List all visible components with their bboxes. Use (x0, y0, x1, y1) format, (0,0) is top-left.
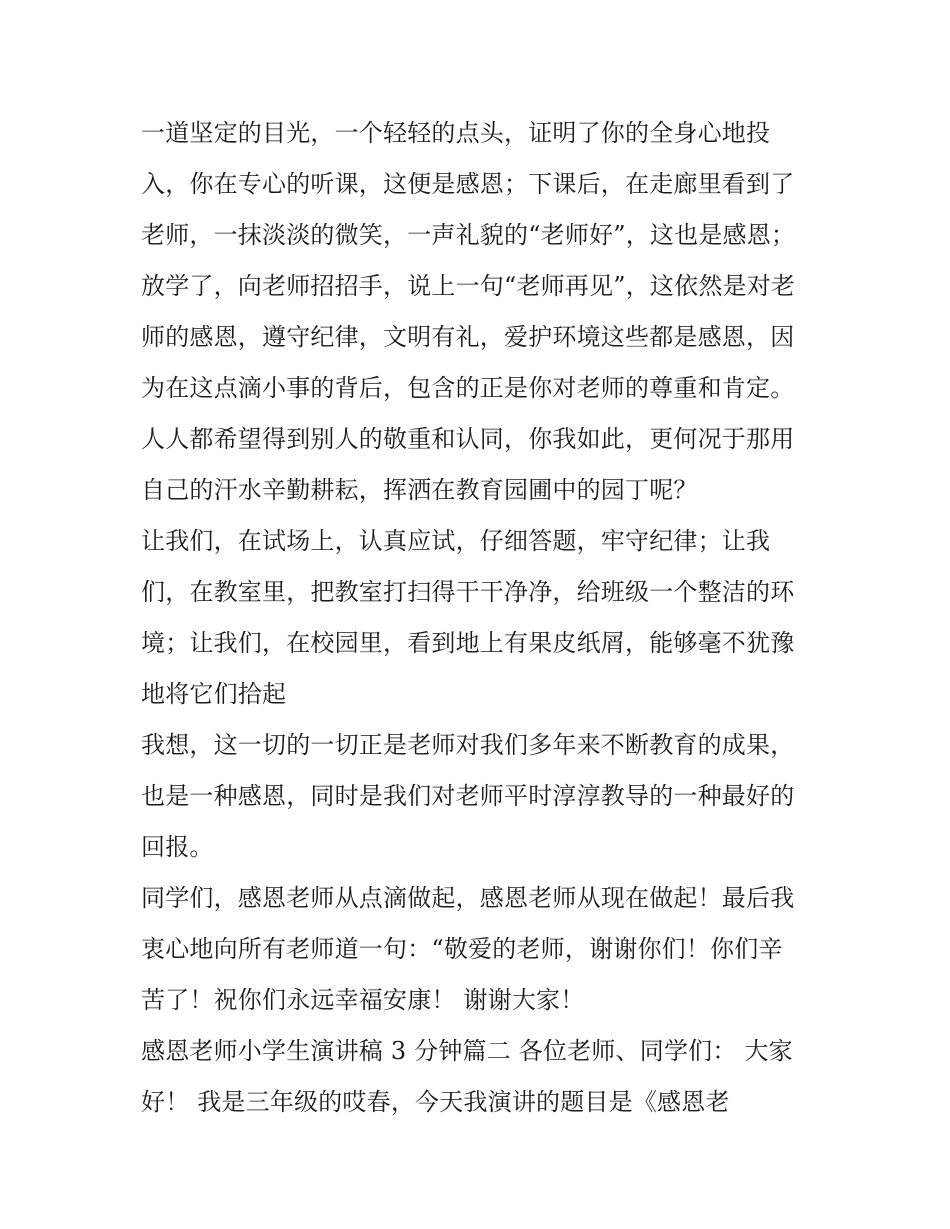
text-line: 入，你在专心的听课，这便是感恩；下课后，在走廊里看到了 (141, 170, 795, 198)
text-line: 好！ 我是三年级的哎春，今天我演讲的题目是《感恩老 (141, 1088, 730, 1116)
text-line: 为在这点滴小事的背后，包含的正是你对老师的尊重和肯定。 (141, 374, 795, 402)
text-line: 自己的汗水辛勤耕耘，挥洒在教育园圃中的园丁呢？ (141, 476, 698, 504)
text-line: 人人都希望得到别人的敬重和认同，你我如此，更何况于那用 (141, 425, 795, 453)
text-line: 一道坚定的目光，一个轻轻的点头，证明了你的全身心地投 (141, 119, 771, 147)
text-line: 地将它们拾起 (141, 680, 287, 708)
text-line: 同学们，感恩老师从点滴做起，感恩老师从现在做起！最后我 (141, 884, 795, 912)
text-line: 境；让我们，在校园里，看到地上有果皮纸屑，能够毫不犹豫 (141, 629, 795, 657)
text-line: 也是一种感恩，同时是我们对老师平时淳淳教导的一种最好的 (141, 782, 795, 810)
text-line: 我想，这一切的一切正是老师对我们多年来不断教育的成果， (141, 731, 795, 759)
text-line: 老师，一抹淡淡的微笑，一声礼貌的“老师好”，这也是感恩； (141, 221, 796, 249)
text-line: 感恩老师小学生演讲稿 3 分钟篇二 各位老师、同学们： 大家 (141, 1037, 793, 1065)
body-text (141, 108, 821, 1128)
text-line: 师的感恩，遵守纪律，文明有礼，爱护环境这些都是感恩，因 (141, 323, 795, 351)
text-line: 苦了！祝你们永远幸福安康！ 谢谢大家！ (141, 986, 585, 1014)
text-line: 回报。 (141, 833, 214, 861)
text-line: 们，在教室里，把教室打扫得干干净净，给班级一个整洁的环 (141, 578, 795, 606)
text-line: 让我们，在试场上，认真应试，仔细答题，牢守纪律；让我 (141, 527, 771, 555)
text-line: 放学了，向老师招招手，说上一句“老师再见”，这依然是对老 (141, 272, 796, 300)
text-line: 衷心地向所有老师道一句：“敬爱的老师，谢谢你们！你们辛 (141, 935, 783, 963)
